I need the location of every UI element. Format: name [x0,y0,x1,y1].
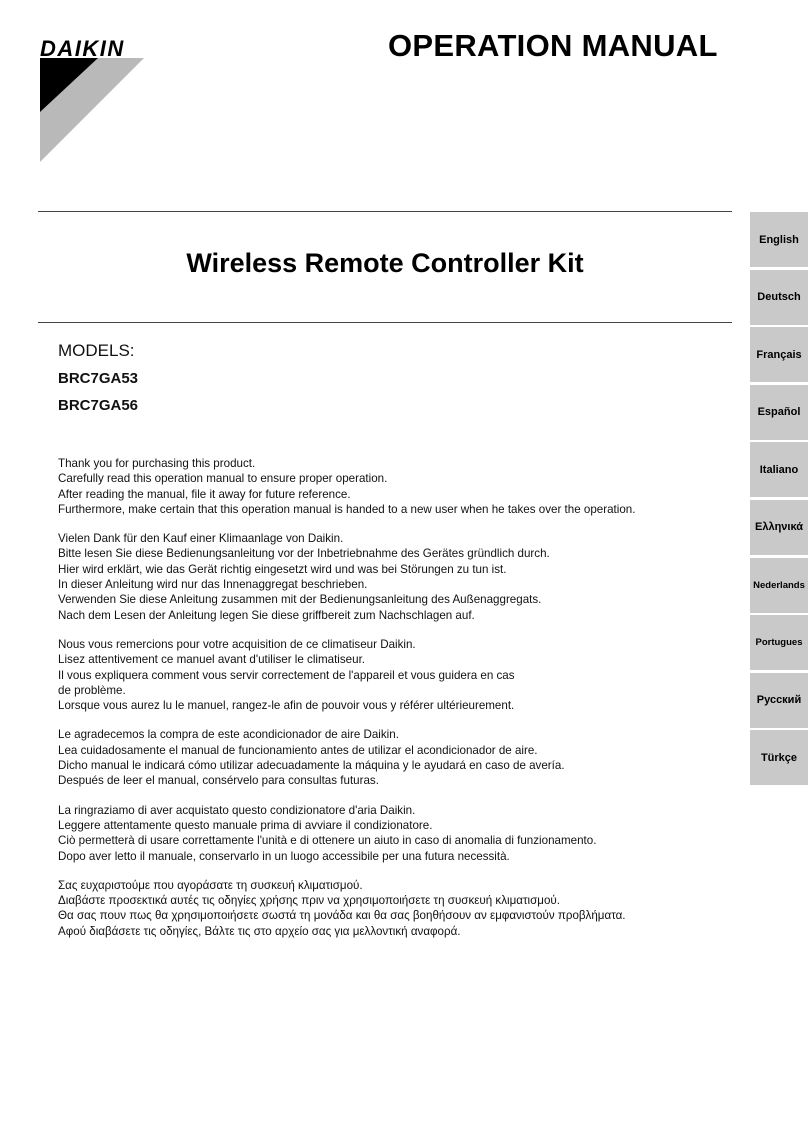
intro-paragraph-spanish [58,727,738,788]
paragraph-line: La ringraziamo di aver acquistato questo condizionatore d'aria Daikin. [58,803,416,817]
language-tab-turkce[interactable]: Türkçe [750,730,808,785]
model-number: BRC7GA56 [58,397,139,414]
paragraph-line: Nach dem Lesen der Anleitung legen Sie diese griffbereit zum Nachschlagen auf. [58,608,475,622]
language-tab-espanol[interactable]: Español [750,385,808,440]
paragraph-line: de problème. [58,683,126,697]
paragraph-line: Αφού διαβάσετε τις οδηγίες, Βάλτε τις στο αρχείο σας για μελλοντική αναφορά. [58,924,461,938]
paragraph-line: Hier wird erklärt, wie das Gerät richtig eingesetzt wird und was bei Störungen zu tun ist. [58,562,507,576]
paragraph-line: Lea cuidadosamente el manual de funcionamiento antes de utilizar el acondicionador de aire. [58,743,538,757]
top-divider [38,211,732,212]
paragraph-line: Leggere attentamente questo manuale prima di avviare il condizionatore. [58,818,433,832]
paragraph-line: Lorsque vous aurez lu le manuel, rangez-le afin de pouvoir vous y référer ultérieurement. [58,699,515,713]
paragraph-line: Thank you for purchasing this product. [58,457,256,470]
paragraph-line: After reading the manual, file it away for future reference. [58,487,351,501]
paragraph-line: Il vous expliquera comment vous servir correctement de l'appareil et vous guidera en cas [58,668,515,682]
language-tab-english[interactable]: English [750,212,808,267]
paragraph-line: Ciò permetterà di usare correttamente l'unità e di ottenere un aiuto in caso di anomalia di funzionamento. [58,834,597,848]
page-title: Wireless Remote Controller Kit [186,248,584,278]
intro-paragraph-german [58,531,738,623]
brand-logo-text: DAIKIN [40,36,125,61]
language-tab-russian[interactable]: Русский [750,673,808,728]
document-type-heading: OPERATION MANUAL [388,28,718,63]
language-tab-strip [750,212,808,788]
paragraph-line: Bitte lesen Sie diese Bedienungsanleitung vor der Inbetriebnahme des Gerätes gründlich durch. [58,547,550,561]
models-label: MODELS: [58,341,135,360]
paragraph-line: In dieser Anleitung wird nur das Innenaggregat beschrieben. [58,578,368,592]
bottom-divider [38,322,732,323]
language-tab-greek[interactable]: Ελληνικά [750,500,808,555]
daikin-logo-mark [0,0,200,170]
paragraph-line: Carefully read this operation manual to ensure proper operation. [58,472,388,486]
intro-paragraph-english [58,456,738,517]
paragraph-line: Verwenden Sie diese Anleitung zusammen mit der Bedienungsanleitung des Außenaggregats. [58,593,542,607]
language-tab-nederlands[interactable]: Nederlands [750,558,808,613]
language-tab-deutsch[interactable]: Deutsch [750,270,808,325]
intro-paragraph-greek [58,878,738,939]
intro-paragraph-italian [58,803,738,864]
paragraph-line: Nous vous remercions pour votre acquisition de ce climatiseur Daikin. [58,637,416,651]
paragraph-line: Θα σας πουν πως θα χρησιμοποιήσετε σωστά τη μονάδα και θα σας βοηθήσουν αν εμφανιστούν προβλήματα. [58,909,626,923]
paragraph-line: Vielen Dank für den Kauf einer Klimaanlage von Daikin. [58,532,344,546]
paragraph-line: Le agradecemos la compra de este acondicionador de aire Daikin. [58,728,399,742]
intro-text [58,456,738,953]
language-tab-francais[interactable]: Français [750,327,808,382]
paragraph-line: Dicho manual le indicará cómo utilizar adecuadamente la máquina y le ayudará en caso de avería. [58,759,565,773]
intro-paragraph-french [58,637,738,713]
language-tab-italiano[interactable]: Italiano [750,442,808,497]
paragraph-line: Dopo aver letto il manuale, conservarlo in un luogo accessibile per una futura necessità. [58,849,510,863]
paragraph-line: Furthermore, make certain that this operation manual is handed to a new user when he takes over the operation. [58,502,636,516]
language-tab-portugues[interactable]: Portugues [750,615,808,670]
paragraph-line: Σας ευχαριστούμε που αγοράσατε τη συσκευή κλιματισμού. [58,878,363,892]
paragraph-line: Lisez attentivement ce manuel avant d'utiliser le climatiseur. [58,653,366,667]
paragraph-line: Διαβάστε προσεκτικά αυτές τις οδηγίες χρήσης πριν να χρησιμοποιήσετε τη συσκευή κλιματισμού. [58,894,560,908]
paragraph-line: Después de leer el manual, consérvelo para consultas futuras. [58,774,379,788]
model-number: BRC7GA53 [58,370,139,387]
